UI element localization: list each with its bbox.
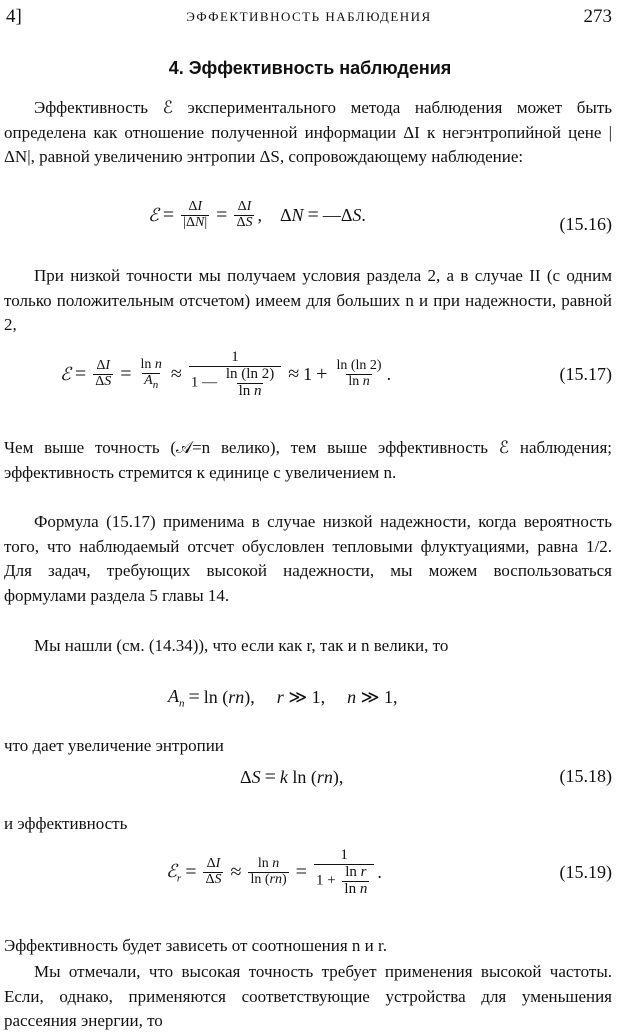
equation-15-16 [0, 200, 620, 260]
running-header [6, 6, 612, 28]
paragraph-formula-applicability: Формула (15.17) применима в случае низкой надежности, когда вероятность того, что наблюдаемый отсчет обусловлен тепловыми флуктуациями, равна 1/2. Для задач, требующих высокой надежности, мы можем воспользоваться формулами раздела 5 главы 14. [4, 512, 612, 605]
equation-15-18 [0, 766, 620, 796]
paragraph-entropy-increase: что дает увеличение энтропии [4, 736, 224, 755]
paragraph-high-frequency: Мы отмечали, что высокая точность требует применения высокой частоты. Если, однако, применяются соответствующие устройства для уменьшения рассеяния энергии, то [4, 962, 612, 1031]
section-title: 4. Эффективность наблюдения [168, 58, 452, 78]
equation-number: (15.17) [559, 364, 612, 384]
equation-15-17 [0, 348, 620, 422]
header-title: ЭФФЕКТИВНОСТЬ НАБЛЮДЕНИЯ [186, 9, 432, 24]
equation-body: ΔS = k ln (rn), [240, 766, 344, 788]
equation-body: ℰ = $\frac{\Delta I}{\Delta S}$ = $\frac{\text{ln n}}{A_n}$ ≈ 1 1 — $\frac{\ln (\ln 2)}{\text{ln n}}$ ≈ 1 + $\frac{\ln (\ln 2)}{\text{ln n}}$ . [60, 349, 392, 399]
paragraph-efficiency: и эффективность [4, 814, 128, 833]
equation-number: (15.18) [559, 766, 612, 786]
paragraph-ratio: Эффективность будет зависеть от соотношения n и r. [4, 936, 387, 955]
equation-body: ℰ = $\frac{\Delta I}{|\Delta N|}$ = $\frac{\Delta I}{\Delta S}$ , ΔN = —ΔS. [148, 199, 366, 230]
paragraph-definition: Эффективность ℰ экспериментального метода наблюдения может быть определена как отношение полученной информации ΔI к негэнтропийной цене |ΔN|, равной увеличению энтропии ΔS, сопровождающему наблюдение: [4, 98, 612, 167]
header-page-number: 273 [583, 6, 612, 27]
paragraph-low-accuracy: При низкой точности мы получаем условия раздела 2, а в случае II (с одним только положительным отсчетом) имеем для больших n и при надежности, равной 2, [4, 266, 612, 335]
paragraph-large-r-n: Мы нашли (см. (14.34)), что если как r, так и n велики, то [34, 636, 449, 655]
equation-15-19 [0, 848, 620, 920]
equation-body: ℰ$_r$ = $\frac{\Delta I}{\Delta S}$ ≈ $\frac{\text{ln n}}{\ln (rn)}$ = 1 1 + $\frac{\text{ln r}}{\text{ln n}}$ . [166, 847, 382, 897]
equation-number: (15.19) [559, 862, 612, 882]
equation-a-n [0, 686, 620, 716]
header-section-number: 4] [6, 6, 22, 27]
equation-number: (15.16) [559, 214, 612, 234]
equation-body: $A_n$ = ln (rn), r ≫ 1, n ≫ 1, [168, 686, 398, 710]
paragraph-higher-accuracy: Чем выше точность (𝒜=n велико), тем выше эффективность ℰ наблюдения; эффективность стремится к единице с увеличением n. [4, 438, 612, 482]
